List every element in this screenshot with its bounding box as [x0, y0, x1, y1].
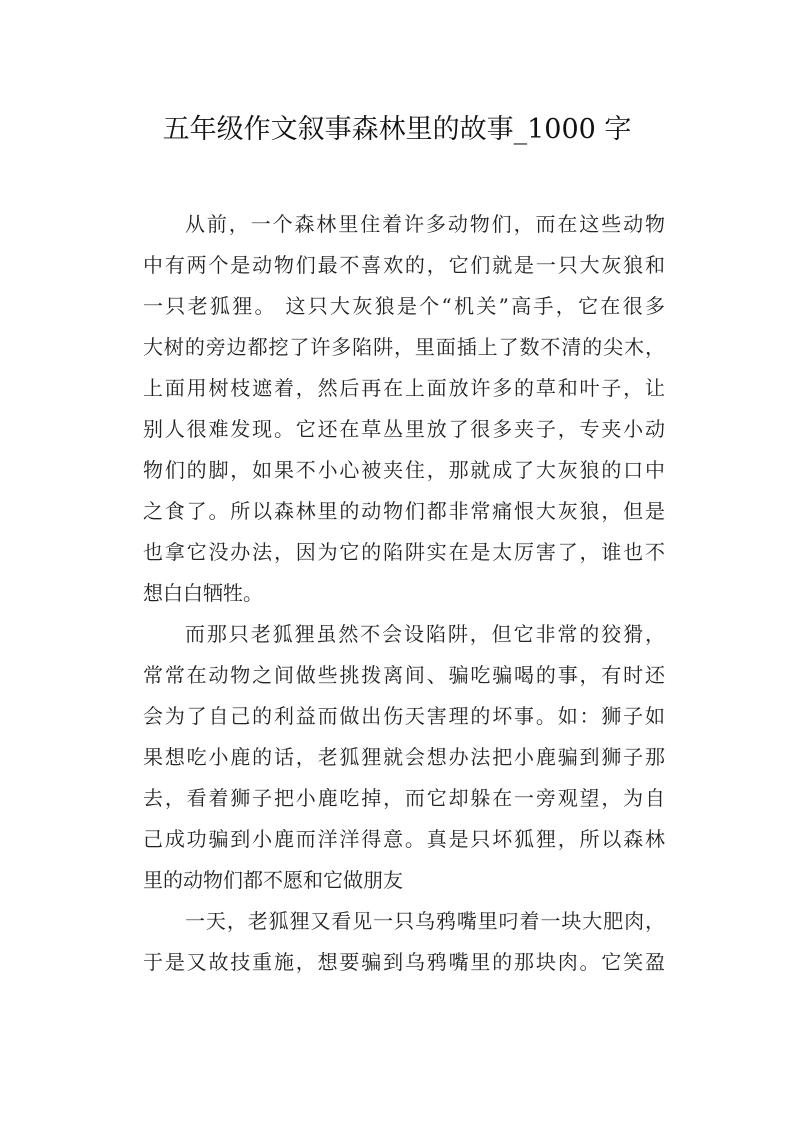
text-line: 物们的脚，如果不小心被夹住，那就成了大灰狼的口中 [143, 458, 665, 482]
text-line: 中有两个是动物们最不喜欢的，它们就是一只大灰狼和 [143, 253, 665, 277]
text-line: 于是又故技重施，想要骗到乌鸦嘴里的那块肉。它笑盈 [143, 950, 665, 974]
document-body [143, 204, 665, 983]
text-line: 想白白牺牲。 [143, 581, 263, 605]
text-line: 果想吃小鹿的话，老狐狸就会想办法把小鹿骗到狮子那 [143, 745, 665, 769]
text-line: 也拿它没办法，因为它的陷阱实在是太厉害了，谁也不 [143, 540, 665, 564]
document-title: 五年级作文叙事森林里的故事_1000 字 [162, 114, 632, 145]
paragraph-2 [143, 614, 665, 901]
text-line: 里的动物们都不愿和它做朋友 [143, 868, 403, 892]
text-line: 大树的旁边都挖了许多陷阱，里面插上了数不清的尖木， [143, 335, 665, 359]
text-line: 会为了自己的利益而做出伤天害理的坏事。如：狮子如 [143, 704, 665, 728]
text-line: 而那只老狐狸虽然不会设陷阱，但它非常的狡猾， [185, 622, 665, 646]
text-line: 别人很难发现。它还在草丛里放了很多夹子，专夹小动 [143, 417, 665, 441]
text-line: 之食了。所以森林里的动物们都非常痛恨大灰狼，但是 [143, 499, 665, 523]
text-line: 常常在动物之间做些挑拨离间、骗吃骗喝的事，有时还 [143, 663, 665, 687]
text-line: 一天，老狐狸又看见一只乌鸦嘴里叼着一块大肥肉， [185, 909, 665, 933]
text-line: 去，看着狮子把小鹿吃掉，而它却躲在一旁观望，为自 [143, 786, 665, 810]
paragraph-1 [143, 204, 665, 614]
text-line: 上面用树枝遮着，然后再在上面放许多的草和叶子，让 [143, 376, 665, 400]
text-line: 从前，一个森林里住着许多动物们，而在这些动物 [185, 212, 665, 236]
text-line: 己成功骗到小鹿而洋洋得意。真是只坏狐狸，所以森林 [143, 827, 665, 851]
text-line: 一只老狐狸。 这只大灰狼是个“机关”高手，它在很多 [143, 294, 665, 318]
paragraph-3 [143, 901, 665, 983]
